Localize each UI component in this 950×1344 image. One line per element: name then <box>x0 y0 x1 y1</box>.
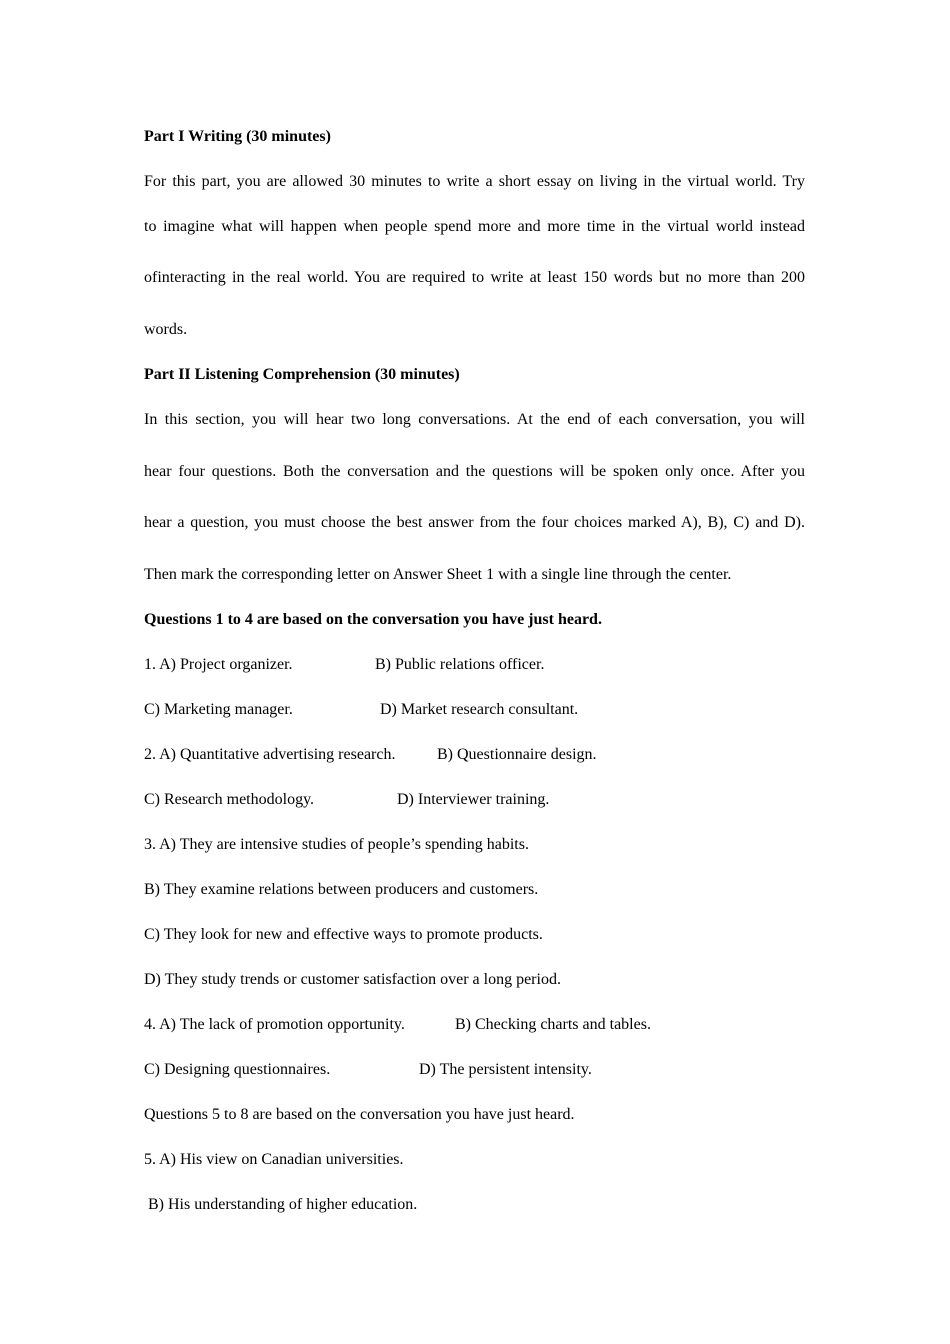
q1-option-b: B) Public relations officer. <box>375 656 545 673</box>
q1-option-a: 1. A) Project organizer. <box>144 656 293 673</box>
q4-option-c: C) Designing questionnaires. <box>144 1061 331 1078</box>
part2-line-1: In this section, you will hear two long conversations. At the end of each conversation, you will <box>144 411 805 428</box>
q1-option-d: D) Market research consultant. <box>380 701 579 718</box>
q5-option-b: B) His understanding of higher education. <box>144 1196 418 1213</box>
part1-line-1: For this part, you are allowed 30 minutes to write a short essay on living in the virtual world. Try <box>144 173 805 190</box>
part1-line-2: to imagine what will happen when people spend more and more time in the virtual world instead <box>144 218 805 235</box>
q4-option-b: B) Checking charts and tables. <box>455 1016 651 1033</box>
part2-line-4: Then mark the corresponding letter on Answer Sheet 1 with a single line through the center. <box>144 566 732 583</box>
section2-heading: Questions 5 to 8 are based on the conversation you have just heard. <box>144 1106 575 1123</box>
q5-option-a: 5. A) His view on Canadian universities. <box>144 1151 404 1168</box>
q2-option-b: B) Questionnaire design. <box>437 746 597 763</box>
part2-line-2: hear four questions. Both the conversation and the questions will be spoken only once. After you <box>144 463 805 480</box>
q4-option-a: 4. A) The lack of promotion opportunity. <box>144 1016 405 1033</box>
part1-line-4: words. <box>144 321 188 338</box>
q2-option-a: 2. A) Quantitative advertising research. <box>144 746 396 763</box>
q1-option-c: C) Marketing manager. <box>144 701 293 718</box>
q3-option-d: D) They study trends or customer satisfaction over a long period. <box>144 971 561 988</box>
part2-heading: Part II Listening Comprehension (30 minutes) <box>144 366 460 383</box>
part1-line-3: ofinteracting in the real world. You are required to write at least 150 words but no more than 200 <box>144 269 805 286</box>
q3-option-a: 3. A) They are intensive studies of people’s spending habits. <box>144 836 529 853</box>
q3-option-b: B) They examine relations between producers and customers. <box>144 881 539 898</box>
q2-option-c: C) Research methodology. <box>144 791 315 808</box>
section1-heading: Questions 1 to 4 are based on the conversation you have just heard. <box>144 611 602 628</box>
q4-option-d: D) The persistent intensity. <box>419 1061 592 1078</box>
q3-option-c: C) They look for new and effective ways to promote products. <box>144 926 543 943</box>
part2-line-3: hear a question, you must choose the best answer from the four choices marked A), B), C) and D). <box>144 514 805 531</box>
part1-heading: Part I Writing (30 minutes) <box>144 128 331 145</box>
q2-option-d: D) Interviewer training. <box>397 791 550 808</box>
